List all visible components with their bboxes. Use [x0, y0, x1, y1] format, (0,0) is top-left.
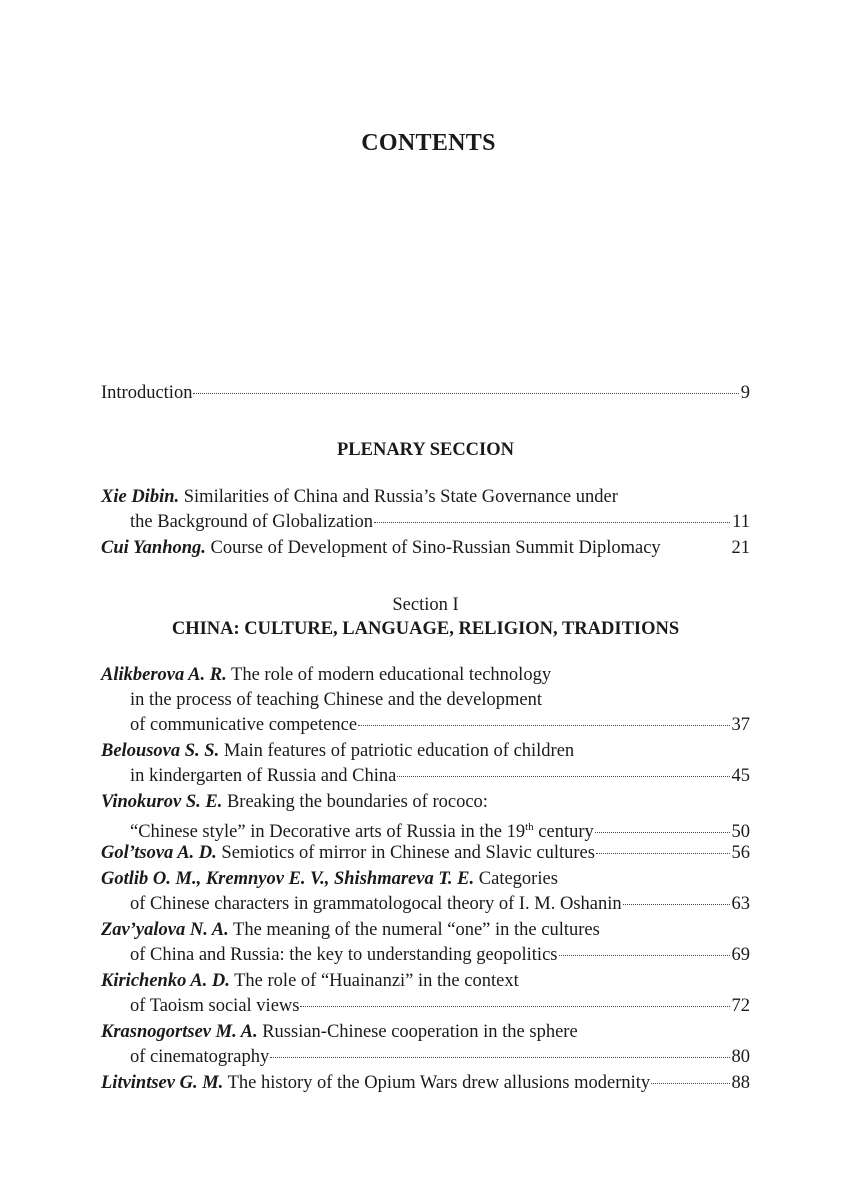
entry-author: Vinokurov S. E.	[101, 792, 223, 812]
page-number: 11	[732, 512, 750, 532]
entry-author: Zav’yalova N. A.	[101, 920, 229, 940]
dot-leader	[193, 393, 738, 394]
entry-title-cont: of China and Russia: the key to understanding geopolitics	[130, 945, 558, 965]
entry-title: Similarities of China and Russia’s State Governance under	[179, 487, 618, 507]
entry-author: Alikberova A. R.	[101, 665, 227, 685]
page-number: 63	[731, 894, 750, 914]
page-title: CONTENTS	[361, 130, 496, 156]
page-number: 88	[731, 1073, 750, 1093]
page-number: 21	[731, 538, 750, 558]
page-number: 80	[731, 1047, 750, 1067]
toc-entry[interactable]	[101, 841, 750, 866]
dot-leader	[651, 1083, 729, 1084]
entry-title-cont: of Taoism social views	[130, 996, 300, 1016]
entry-title-cont: in the process of teaching Chinese and the development	[130, 690, 543, 710]
entry-title: Russian-Chinese cooperation in the sphere	[257, 1022, 578, 1042]
entry-author: Gotlib O. M., Kremnyov E. V., Shishmareva T. E.	[101, 869, 475, 889]
entry-title-cont: in kindergarten of Russia and China	[130, 766, 397, 786]
entry-title-cont: century	[533, 822, 594, 842]
entry-title: Categories	[474, 869, 558, 889]
entry-author: Kirichenko A. D.	[101, 971, 230, 991]
entry-author: Cui Yanhong.	[101, 538, 206, 558]
toc-entry[interactable]	[101, 790, 750, 840]
entry-title: Semiotics of mirror in Chinese and Slavic cultures	[216, 843, 595, 863]
entry-title: Course of Development of Sino-Russian Summit Diplomacy	[205, 538, 661, 558]
page-number: 9	[740, 383, 750, 403]
page-number: 69	[731, 945, 750, 965]
ordinal-superscript: th	[525, 821, 534, 833]
dot-leader	[623, 904, 730, 905]
toc-entry[interactable]	[101, 918, 750, 968]
page-number: 56	[731, 843, 750, 863]
toc-section1-list	[101, 663, 750, 1097]
dot-leader	[397, 776, 729, 777]
toc-entry[interactable]	[101, 969, 750, 1019]
dot-leader	[270, 1057, 729, 1058]
entry-title: The meaning of the numeral “one” in the cultures	[228, 920, 600, 940]
entry-title-cont: of Chinese characters in grammatologocal theory of I. M. Oshanin	[130, 894, 622, 914]
dot-leader	[358, 725, 729, 726]
toc-introduction[interactable]	[101, 381, 750, 406]
entry-author: Gol’tsova A. D.	[101, 843, 217, 863]
page-number: 50	[731, 822, 750, 842]
page-number: 37	[731, 715, 750, 735]
toc-entry[interactable]	[101, 1020, 750, 1070]
entry-title-cont: the Background of Globalization	[130, 512, 374, 532]
entry-title: Introduction	[101, 383, 193, 403]
entry-title: The role of “Huainanzi” in the context	[229, 971, 519, 991]
dot-leader	[595, 832, 730, 833]
dot-leader	[596, 853, 730, 854]
page-number: 72	[731, 996, 750, 1016]
toc-entry[interactable]	[101, 867, 750, 917]
toc-entry[interactable]	[101, 739, 750, 789]
section-number: Section I	[392, 595, 459, 615]
entry-title-cont: of communicative competence	[130, 715, 358, 735]
entry-title-cont: of cinematography	[130, 1047, 270, 1067]
entry-author: Xie Dibin.	[101, 487, 180, 507]
page-number: 45	[731, 766, 750, 786]
toc-entry[interactable]	[101, 663, 750, 738]
entry-title-cont: “Chinese style” in Decorative arts of Russia in the 19	[130, 822, 526, 842]
dot-leader	[300, 1006, 729, 1007]
entry-title: Main features of patriotic education of children	[219, 741, 575, 761]
toc-entry[interactable]	[101, 1071, 750, 1096]
entry-author: Belousova S. S.	[101, 741, 220, 761]
toc-plenary-list	[101, 485, 750, 562]
dot-leader	[559, 955, 730, 956]
section-heading-plenary: PLENARY SECCION	[336, 440, 514, 460]
toc-entry[interactable]	[101, 485, 750, 535]
entry-author: Krasnogortsev M. A.	[101, 1022, 258, 1042]
entry-title: The role of modern educational technology	[226, 665, 552, 685]
entry-title: Breaking the boundaries of rococo:	[222, 792, 488, 812]
entry-author: Litvintsev G. M.	[101, 1073, 224, 1093]
dot-leader	[374, 522, 730, 523]
section-heading: CHINA: CULTURE, LANGUAGE, RELIGION, TRADITIONS	[171, 619, 680, 639]
toc-entry[interactable]	[101, 536, 750, 561]
entry-title: The history of the Opium Wars drew allusions modernity	[223, 1073, 651, 1093]
